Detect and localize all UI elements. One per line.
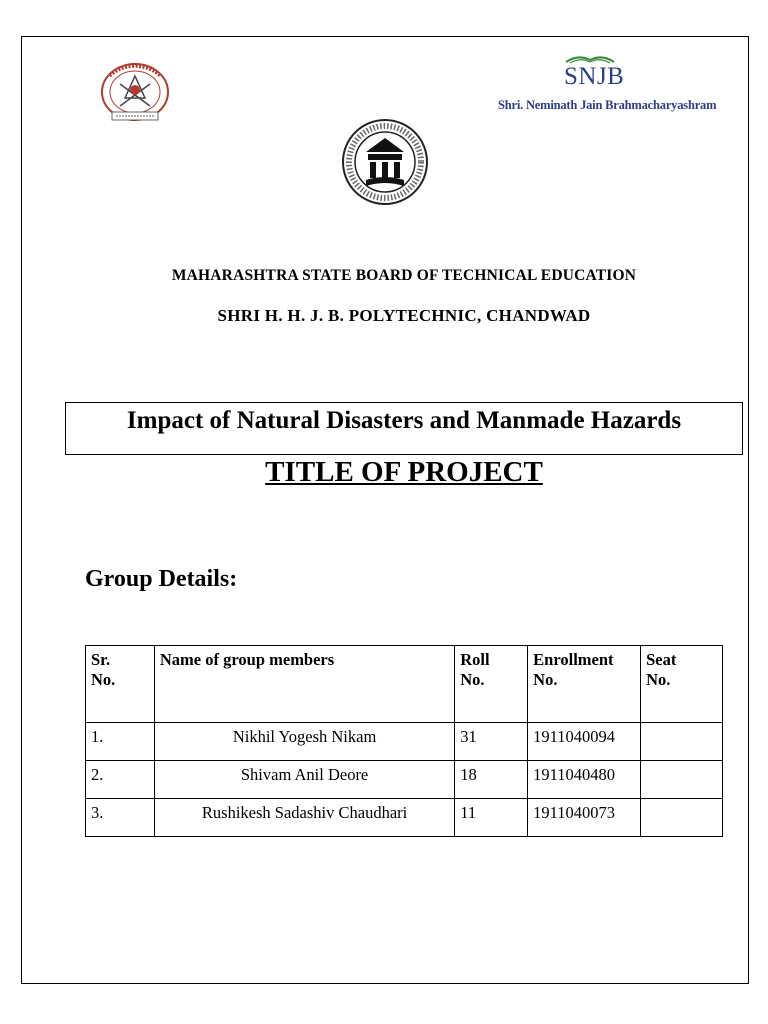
cell-sr: 3.: [86, 799, 155, 837]
table-row: [86, 799, 723, 837]
header-roll-line2: No.: [460, 670, 485, 689]
cell-roll: 18: [455, 761, 528, 799]
board-name: MAHARASHTRA STATE BOARD OF TECHNICAL EDUCATION: [171, 267, 637, 284]
cell-enrollment: 1911040094: [528, 723, 641, 761]
header-seat-line2: No.: [646, 670, 671, 689]
table-header-row: [86, 646, 723, 723]
cell-seat: [641, 799, 723, 837]
snjb-wordmark: SNJB: [564, 63, 625, 90]
cell-seat: [641, 761, 723, 799]
snjb-subtitle: Shri. Neminath Jain Brahmacharyashram: [498, 98, 717, 112]
header-roll-no: [455, 646, 528, 723]
header-sr-line1: Sr.: [91, 650, 111, 669]
cell-seat: [641, 723, 723, 761]
msbte-emblem-icon: [340, 118, 430, 206]
college-emblem-icon: [98, 62, 172, 126]
college-name: SHRI H. H. J. B. POLYTECHNIC, CHANDWAD: [217, 306, 591, 325]
cell-name: Rushikesh Sadashiv Chaudhari: [154, 799, 454, 837]
group-members-table: [85, 645, 723, 837]
cell-enrollment: 1911040073: [528, 799, 641, 837]
title-of-project-label: TITLE OF PROJECT: [265, 456, 543, 488]
cell-sr: 1.: [86, 723, 155, 761]
header-roll-line1: Roll: [460, 650, 490, 669]
snjb-logo: [498, 52, 717, 116]
header-seat-line1: Seat: [646, 650, 677, 669]
header-sr-line2: No.: [91, 670, 116, 689]
table-row: [86, 761, 723, 799]
header-enrollment-line2: No.: [533, 670, 558, 689]
cell-enrollment: 1911040480: [528, 761, 641, 799]
group-details-heading: Group Details:: [85, 566, 238, 592]
cell-name: Shivam Anil Deore: [154, 761, 454, 799]
cell-name: Nikhil Yogesh Nikam: [154, 723, 454, 761]
cell-roll: 31: [455, 723, 528, 761]
header-enrollment-no: [528, 646, 641, 723]
header-name: [154, 646, 454, 723]
cell-roll: 11: [455, 799, 528, 837]
project-title-box: [65, 402, 743, 455]
cell-sr: 2.: [86, 761, 155, 799]
header-sr-no: [86, 646, 155, 723]
header-enrollment-line1: Enrollment: [533, 650, 614, 669]
table-row: [86, 723, 723, 761]
header-name-text: Name of group members: [159, 650, 335, 669]
project-title: Impact of Natural Disasters and Manmade Hazards: [126, 407, 682, 434]
header-seat-no: [641, 646, 723, 723]
